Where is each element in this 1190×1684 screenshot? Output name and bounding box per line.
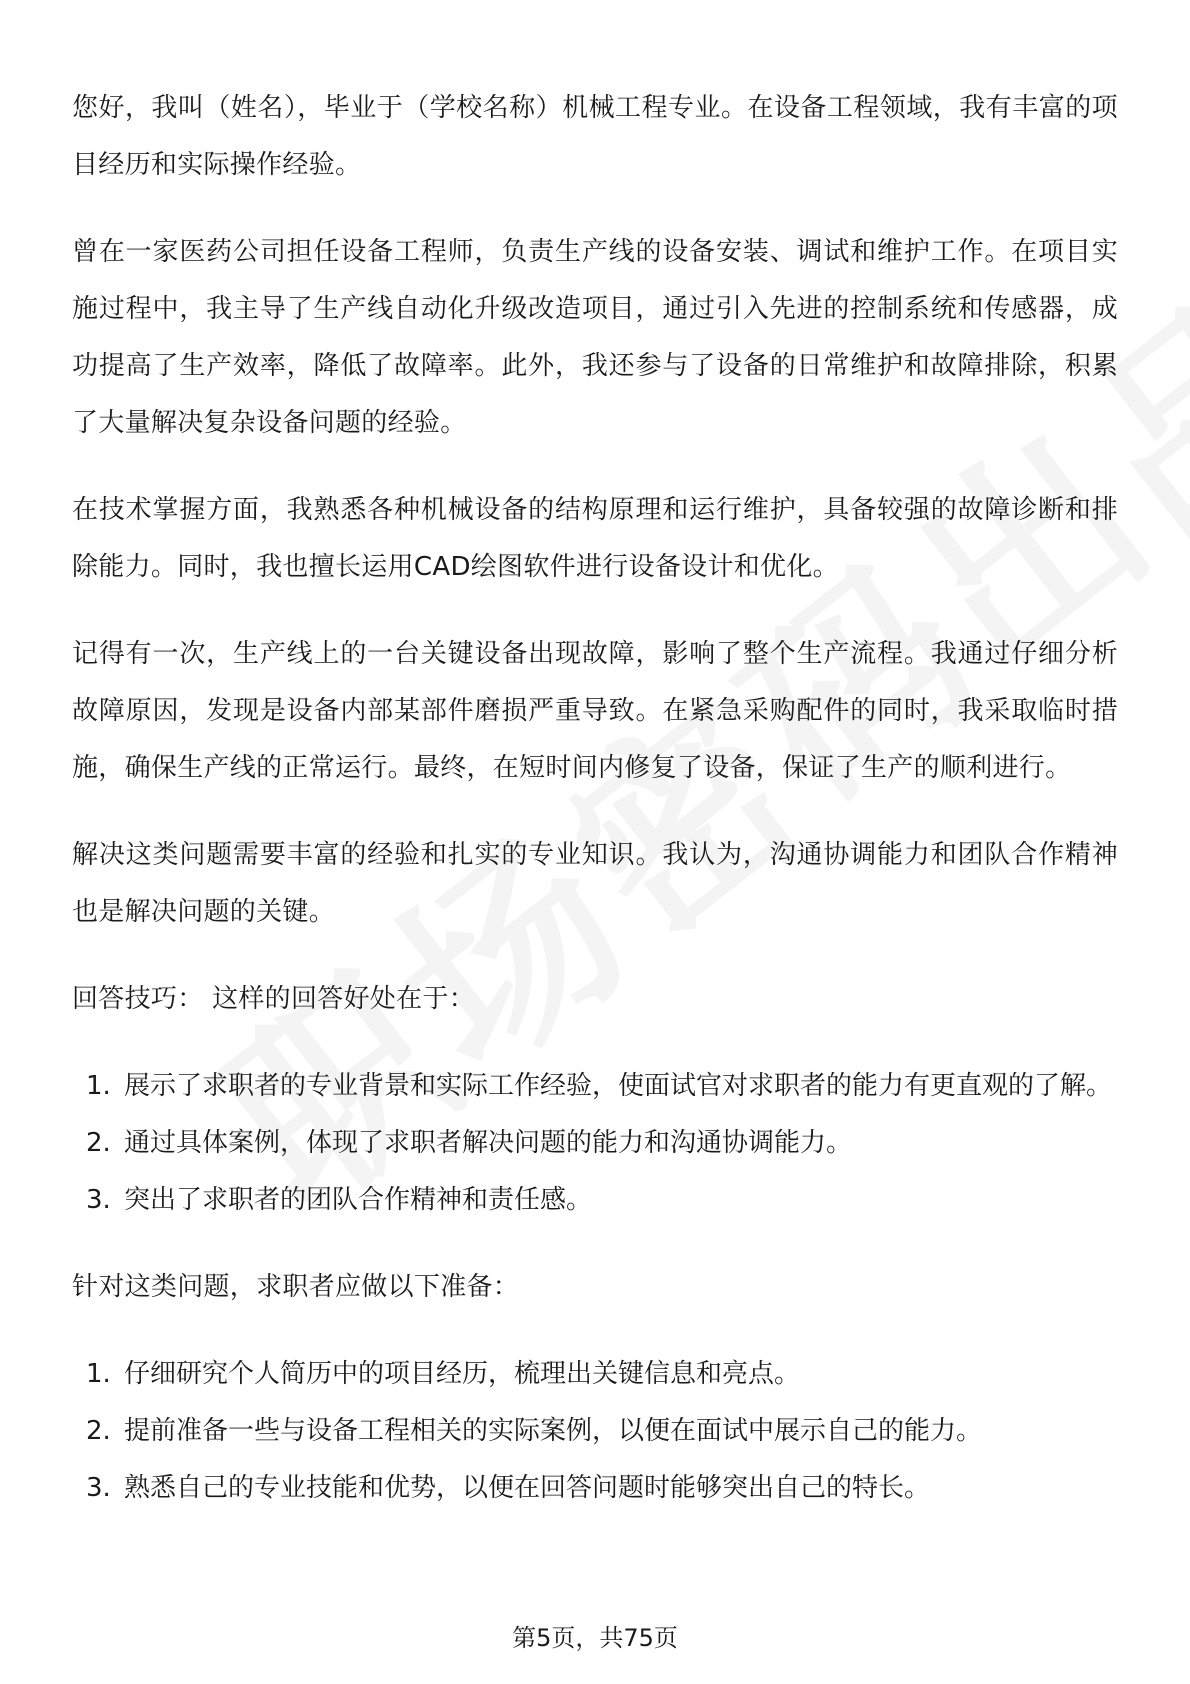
list-number: 3. xyxy=(86,1185,111,1215)
list-number: 1. xyxy=(86,1071,111,1101)
paragraph-intro: 您好，我叫（姓名），毕业于（学校名称）机械工程专业。在设备工程领域，我有丰富的项目经历和实际操作经验。 xyxy=(72,93,1118,180)
list-text: 突出了求职者的团队合作精神和责任感。 xyxy=(124,1185,593,1215)
paragraph-case: 记得有一次，生产线上的一台关键设备出现故障，影响了整个生产流程。我通过仔细分析故障原因，发现是设备内部某部件磨损严重导致。在紧急采购配件的同时，我采取临时措施，确保生产线的正常运行。最终，在短时间内修复了设备，保证了生产的顺利进行。 xyxy=(72,639,1118,783)
paragraph-experience: 曾在一家医药公司担任设备工程师，负责生产线的设备安装、调试和维护工作。在项目实施过程中，我主导了生产线自动化升级改造项目，通过引入先进的控制系统和传感器，成功提高了生产效率，降低了故障率。此外，我还参与了设备的日常维护和故障排除，积累了大量解决复杂设备问题的经验。 xyxy=(72,237,1118,438)
list-number: 2. xyxy=(86,1416,111,1446)
paragraph-summary: 解决这类问题需要丰富的经验和扎实的专业知识。我认为，沟通协调能力和团队合作精神也是解决问题的关键。 xyxy=(72,840,1118,927)
prep-list xyxy=(72,1346,1118,1517)
list-text: 仔细研究个人简历中的项目经历，梳理出关键信息和亮点。 xyxy=(124,1359,801,1389)
list-text: 提前准备一些与设备工程相关的实际案例，以便在面试中展示自己的能力。 xyxy=(124,1416,983,1446)
tips-heading: 回答技巧： 这样的回答好处在于： xyxy=(72,984,476,1014)
list-item xyxy=(72,1460,1118,1517)
list-item xyxy=(72,1115,1118,1172)
document-body xyxy=(72,80,1118,1547)
prep-heading: 针对这类问题，求职者应做以下准备： xyxy=(72,1272,520,1302)
list-item xyxy=(72,1058,1118,1115)
list-number: 1. xyxy=(86,1359,111,1389)
list-item xyxy=(72,1346,1118,1403)
list-item xyxy=(72,1403,1118,1460)
list-number: 2. xyxy=(86,1128,111,1158)
list-text: 展示了求职者的专业背景和实际工作经验，使面试官对求职者的能力有更直观的了解。 xyxy=(124,1071,1113,1101)
tips-list xyxy=(72,1058,1118,1229)
list-item xyxy=(72,1172,1118,1229)
list-number: 3. xyxy=(86,1473,111,1503)
paragraph-skills: 在技术掌握方面，我熟悉各种机械设备的结构原理和运行维护，具备较强的故障诊断和排除能力。同时，我也擅长运用CAD绘图软件进行设备设计和优化。 xyxy=(72,495,1118,582)
list-text: 通过具体案例，体现了求职者解决问题的能力和沟通协调能力。 xyxy=(124,1128,853,1158)
list-text: 熟悉自己的专业技能和优势，以便在回答问题时能够突出自己的特长。 xyxy=(124,1473,931,1503)
page-number: 第5页，共75页 xyxy=(512,1624,678,1652)
